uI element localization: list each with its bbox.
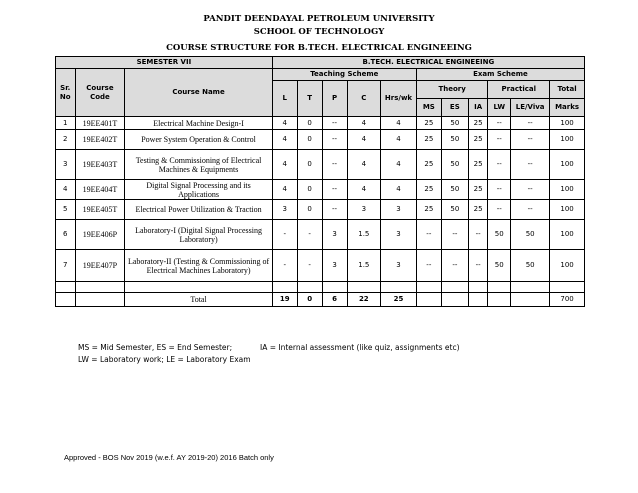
le-cell: -- [511,117,550,130]
lw-cell: -- [488,200,511,220]
practical-header: Practical [488,81,550,99]
name-cell: Power System Operation & Control [125,130,272,150]
table-row [56,250,585,282]
col-marks-header: Marks [550,99,585,117]
name-cell: Testing & Commissioning of Electrical Machines & Equipments [125,150,272,180]
sr-cell: 3 [56,150,76,180]
L-cell: 3 [272,200,297,220]
ia-cell: 25 [468,117,488,130]
sr-cell: 4 [56,180,76,200]
P-cell: -- [322,130,347,150]
table-row [56,220,585,250]
ms-cell: 25 [416,150,441,180]
total-P: 6 [322,293,347,307]
T-cell: 0 [297,130,322,150]
lw-cell: -- [488,180,511,200]
L-cell: 4 [272,130,297,150]
col-P-header: P [322,81,347,117]
course-code-header: Course Code [75,69,125,117]
C-cell: 1.5 [347,250,381,282]
code-cell: 19EE406P [75,220,125,250]
hrs-cell: 3 [381,200,417,220]
le-cell: -- [511,200,550,220]
es-cell: -- [441,220,468,250]
theory-header: Theory [416,81,488,99]
total-T: 0 [297,293,322,307]
lw-cell: 50 [488,220,511,250]
ms-cell: 25 [416,180,441,200]
sr-no-header: Sr. No [56,69,76,117]
lw-cell: -- [488,130,511,150]
note-ia: IA = Internal assessment (like quiz, assignments etc) [260,343,460,352]
table-row [56,130,585,150]
ms-cell: -- [416,250,441,282]
hrs-cell: 4 [381,150,417,180]
le-cell: -- [511,180,550,200]
code-cell: 19EE404T [75,180,125,200]
es-cell: -- [441,250,468,282]
ia-cell: 25 [468,130,488,150]
name-cell: Electrical Power Utilization & Traction [125,200,272,220]
P-cell: 3 [322,250,347,282]
ia-cell: 25 [468,200,488,220]
total-hrs: 25 [381,293,417,307]
col-C-header: C [347,81,381,117]
exam-scheme-header: Exam Scheme [416,69,584,81]
code-cell: 19EE403T [75,150,125,180]
name-cell: Laboratory-II (Testing & Commissioning of Electrical Machines Laboratory) [125,250,272,282]
le-cell: 50 [511,220,550,250]
table-row [56,180,585,200]
code-cell: 19EE401T [75,117,125,130]
sr-cell: 5 [56,200,76,220]
marks-cell: 100 [550,200,585,220]
sr-cell: 1 [56,117,76,130]
hrs-cell: 3 [381,220,417,250]
col-T-header: T [297,81,322,117]
P-cell: -- [322,180,347,200]
es-cell: 50 [441,130,468,150]
le-cell: 50 [511,250,550,282]
marks-cell: 100 [550,220,585,250]
P-cell: 3 [322,220,347,250]
ms-cell: 25 [416,130,441,150]
C-cell: 3 [347,200,381,220]
marks-cell: 100 [550,250,585,282]
T-cell: - [297,250,322,282]
P-cell: -- [322,150,347,180]
L-cell: - [272,250,297,282]
P-cell: -- [322,200,347,220]
marks-cell: 100 [550,130,585,150]
total-L: 19 [272,293,297,307]
marks-cell: 100 [550,150,585,180]
T-cell: - [297,220,322,250]
marks-cell: 100 [550,180,585,200]
code-cell: 19EE402T [75,130,125,150]
ia-cell: 25 [468,180,488,200]
L-cell: - [272,220,297,250]
C-cell: 4 [347,130,381,150]
T-cell: 0 [297,117,322,130]
L-cell: 4 [272,150,297,180]
lw-cell: 50 [488,250,511,282]
es-cell: 50 [441,200,468,220]
hrs-cell: 3 [381,250,417,282]
sr-cell: 7 [56,250,76,282]
lw-cell: -- [488,150,511,180]
total-marks: 700 [550,293,585,307]
sr-cell: 6 [56,220,76,250]
L-cell: 4 [272,180,297,200]
hrs-cell: 4 [381,117,417,130]
table-row [56,117,585,130]
T-cell: 0 [297,150,322,180]
col-MS-header: MS [416,99,441,117]
le-cell: -- [511,130,550,150]
T-cell: 0 [297,180,322,200]
program-header: B.TECH. ELECTRICAL ENGINEEING [272,57,584,69]
table-row [56,200,585,220]
ia-cell: -- [468,250,488,282]
table-row [56,150,585,180]
marks-cell: 100 [550,117,585,130]
course-structure-title: COURSE STRUCTURE FOR B.TECH. ELECTRICAL ENGINEEING [166,43,472,53]
col-LW-header: LW [488,99,511,117]
C-cell: 4 [347,150,381,180]
name-cell: Laboratory-I (Digital Signal Processing Laboratory) [125,220,272,250]
T-cell: 0 [297,200,322,220]
university-title: PANDIT DEENDAYAL PETROLEUM UNIVERSITY [203,14,435,24]
note-ms-es: MS = Mid Semester, ES = End Semester; [78,343,233,352]
es-cell: 50 [441,117,468,130]
P-cell: -- [322,117,347,130]
hrs-cell: 4 [381,130,417,150]
school-title: SCHOOL OF TECHNOLOGY [253,27,385,37]
total-header: Total [550,81,585,99]
total-label: Total [125,293,272,307]
C-cell: 4 [347,117,381,130]
empty-row [56,282,585,293]
es-cell: 50 [441,150,468,180]
ia-cell: 25 [468,150,488,180]
course-structure-table [55,56,585,307]
total-C: 22 [347,293,381,307]
ia-cell: -- [468,220,488,250]
sr-cell: 2 [56,130,76,150]
ms-cell: 25 [416,200,441,220]
col-L-header: L [272,81,297,117]
col-ES-header: ES [441,99,468,117]
es-cell: 50 [441,180,468,200]
name-cell: Electrical Machine Design-I [125,117,272,130]
col-IA-header: IA [468,99,488,117]
approval-footer: Approved - BOS Nov 2019 (w.e.f. AY 2019-20) 2016 Batch only [64,453,274,462]
course-name-header: Course Name [125,69,272,117]
semester-header: SEMESTER VII [56,57,273,69]
hrs-cell: 4 [381,180,417,200]
ms-cell: -- [416,220,441,250]
C-cell: 1.5 [347,220,381,250]
C-cell: 4 [347,180,381,200]
code-cell: 19EE407P [75,250,125,282]
ms-cell: 25 [416,117,441,130]
note-lw-le: LW = Laboratory work; LE = Laboratory Exam [78,355,251,364]
lw-cell: -- [488,117,511,130]
total-row [56,293,585,307]
code-cell: 19EE405T [75,200,125,220]
col-hrs-header: Hrs/wk [381,81,417,117]
le-cell: -- [511,150,550,180]
col-LEViva-header: LE/Viva [511,99,550,117]
L-cell: 4 [272,117,297,130]
name-cell: Digital Signal Processing and its Applications [125,180,272,200]
teaching-scheme-header: Teaching Scheme [272,69,416,81]
